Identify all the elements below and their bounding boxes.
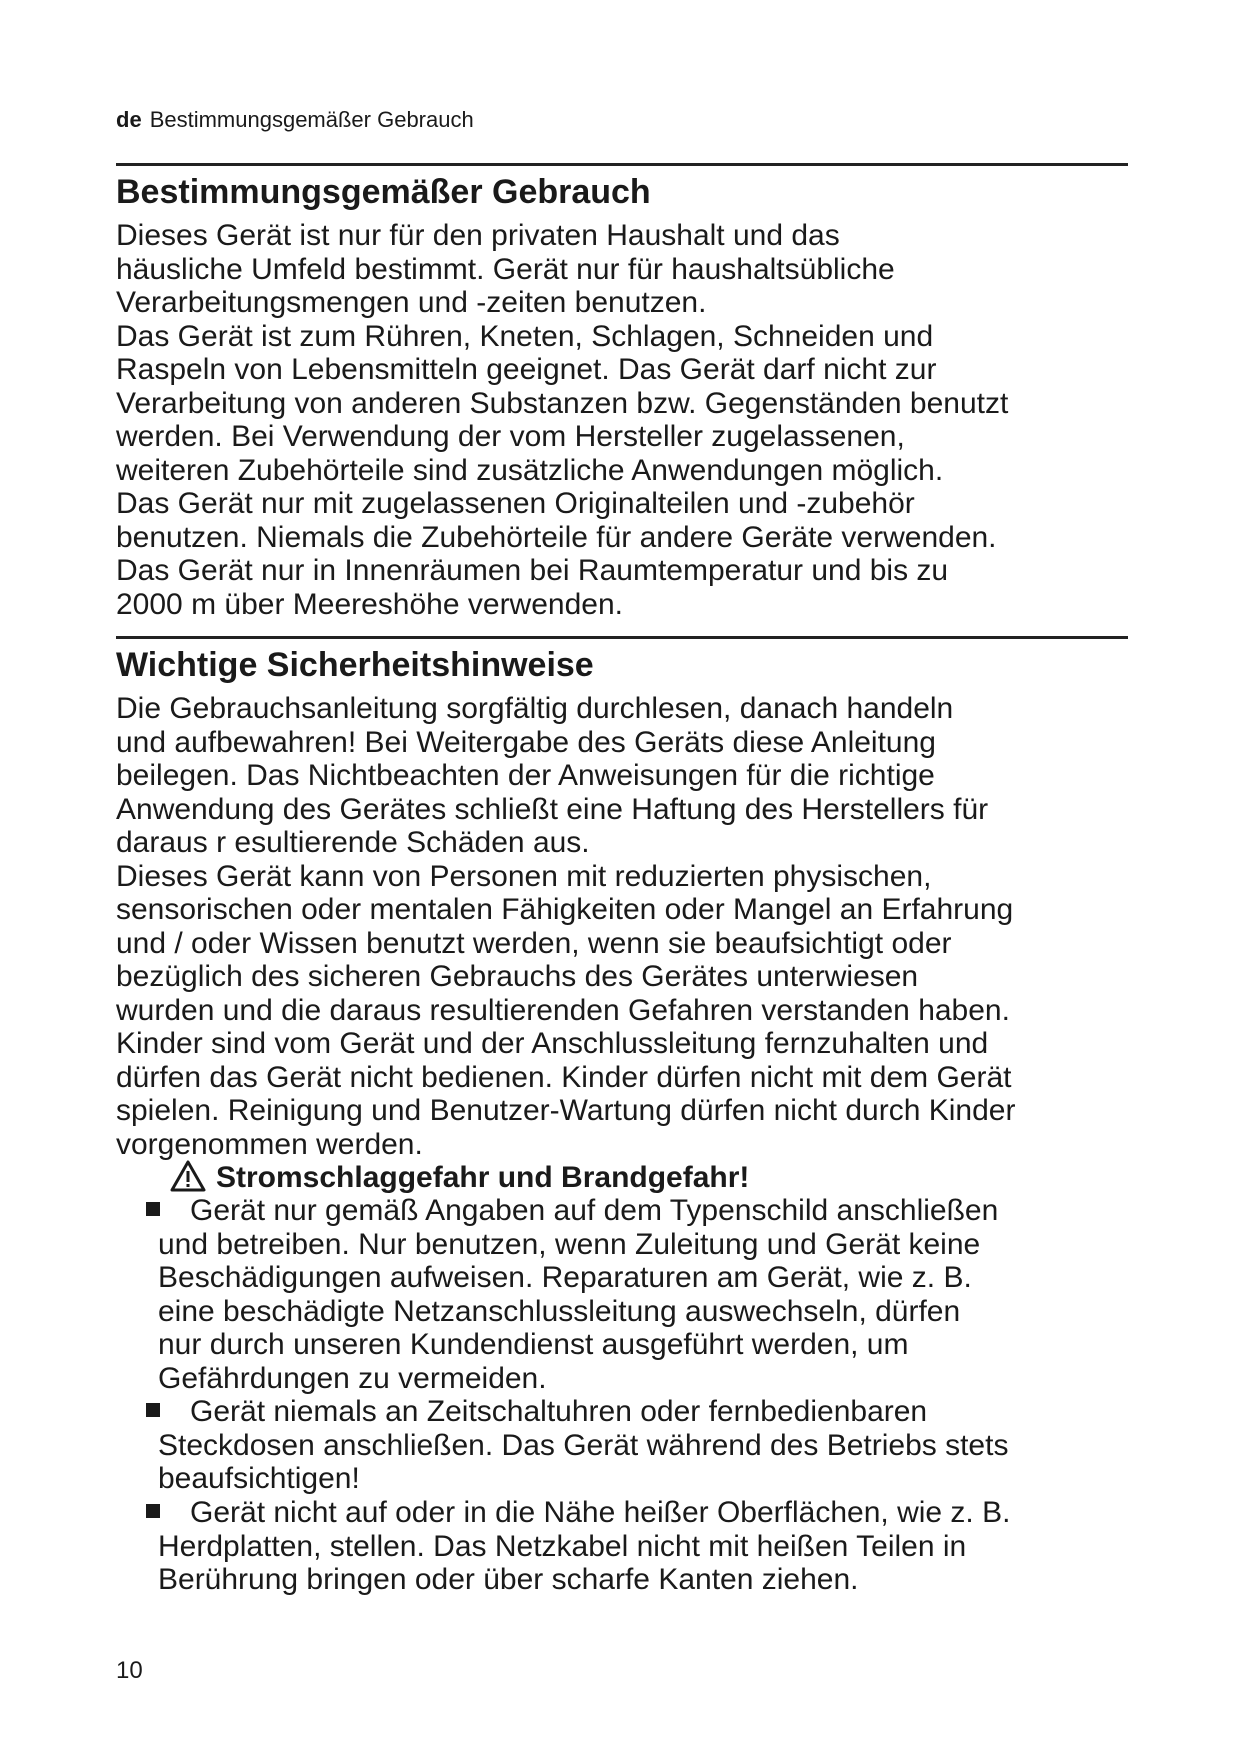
text-line: daraus r esultierende Schäden aus. xyxy=(116,826,590,859)
section-divider xyxy=(116,636,1128,639)
warning-heading xyxy=(170,1160,749,1195)
text-line: benutzen. Niemals die Zubehörteile für andere Geräte verwenden. xyxy=(116,520,997,554)
bullet-line xyxy=(146,1496,1146,1530)
square-bullet-icon xyxy=(146,1504,160,1518)
bullet-line: und betreiben. Nur benutzen, wenn Zuleitung und Gerät keine xyxy=(158,1227,981,1261)
bullet-text: Gerät nur gemäß Angaben auf dem Typenschild anschließen xyxy=(190,1194,999,1227)
page-number: 10 xyxy=(116,1657,143,1684)
text-line: sensorischen oder mentalen Fähigkeiten oder Mangel an Erfahrung xyxy=(116,893,1014,926)
bullet-line: Beschädigungen aufweisen. Reparaturen am Gerät, wie z. B. xyxy=(158,1261,972,1294)
text-line: vorgenommen werden. xyxy=(116,1127,423,1161)
text-line: 2000 m über Meereshöhe verwenden. xyxy=(116,587,623,621)
text-line: Das Gerät nur mit zugelassenen Originalteilen und -zubehör xyxy=(116,487,915,520)
header-title: Bestimmungsgemäßer Gebrauch xyxy=(149,107,474,132)
text-line: Anwendung des Gerätes schließt eine Haftung des Herstellers für xyxy=(116,792,989,826)
section-title-intended-use: Bestimmungsgemäßer Gebrauch xyxy=(116,173,651,211)
bullet-item xyxy=(146,1395,1146,1496)
text-line: bezüglich des sicheren Gebrauchs des Gerätes unterwiesen xyxy=(116,960,919,993)
text-line: beilegen. Das Nichtbeachten der Anweisungen für die richtige xyxy=(116,759,935,792)
bullet-line: nur durch unseren Kundendienst ausgeführt werden, um xyxy=(158,1328,909,1361)
section-title-safety: Wichtige Sicherheitshinweise xyxy=(116,646,594,684)
text-line: werden. Bei Verwendung der vom Hersteller zugelassenen, xyxy=(116,420,905,453)
warning-title: Stromschlaggefahr und Brandgefahr! xyxy=(216,1161,750,1194)
text-line: wurden und die daraus resultierenden Gefahren verstanden haben. xyxy=(116,993,1010,1027)
text-line: und / oder Wissen benutzt werden, wenn sie beaufsichtigt oder xyxy=(116,926,952,960)
language-code: de xyxy=(116,107,142,132)
text-line: spielen. Reinigung und Benutzer-Wartung dürfen nicht durch Kinder xyxy=(116,1094,1016,1127)
text-line: weiteren Zubehörteile sind zusätzliche Anwendungen möglich. xyxy=(116,453,944,487)
bullet-text: Gerät nicht auf oder in die Nähe heißer Oberflächen, wie z. B. xyxy=(190,1496,1011,1529)
running-header xyxy=(116,106,474,134)
bullet-item xyxy=(146,1496,1146,1597)
text-line: Das Gerät nur in Innenräumen bei Raumtemperatur und bis zu xyxy=(116,554,949,587)
bullet-text: Gerät niemals an Zeitschaltuhren oder fernbedienbaren xyxy=(190,1395,928,1428)
text-line: Die Gebrauchsanleitung sorgfältig durchlesen, danach handeln xyxy=(116,692,954,725)
safety-body xyxy=(116,692,1146,1161)
bullet-line xyxy=(146,1395,1146,1429)
text-line: Kinder sind vom Gerät und der Anschlussleitung fernzuhalten und xyxy=(116,1027,989,1060)
bullet-line: Berührung bringen oder über scharfe Kanten ziehen. xyxy=(158,1563,859,1596)
text-line: Verarbeitungsmengen und -zeiten benutzen. xyxy=(116,286,707,319)
bullet-line: Herdplatten, stellen. Das Netzkabel nicht mit heißen Teilen in xyxy=(158,1529,967,1563)
bullet-line: Gefährdungen zu vermeiden. xyxy=(158,1361,547,1395)
bullet-item xyxy=(146,1194,1146,1395)
text-line: häusliche Umfeld bestimmt. Gerät nur für haushaltsübliche xyxy=(116,252,895,286)
square-bullet-icon xyxy=(146,1403,160,1417)
intended-use-body xyxy=(116,219,1146,621)
section-divider xyxy=(116,163,1128,166)
text-line: und aufbewahren! Bei Weitergabe des Geräts diese Anleitung xyxy=(116,725,936,759)
bullet-line: Steckdosen anschließen. Das Gerät während des Betriebs stets xyxy=(158,1428,1009,1462)
text-line: Raspeln von Lebensmitteln geeignet. Das Gerät darf nicht zur xyxy=(116,353,937,386)
square-bullet-icon xyxy=(146,1202,160,1216)
text-line: dürfen das Gerät nicht bedienen. Kinder dürfen nicht mit dem Gerät xyxy=(116,1060,1012,1094)
text-line: Das Gerät ist zum Rühren, Kneten, Schlagen, Schneiden und xyxy=(116,319,934,353)
bullet-line xyxy=(146,1194,1146,1228)
text-line: Verarbeitung von anderen Substanzen bzw. Gegenständen benutzt xyxy=(116,386,1009,420)
text-line: Dieses Gerät kann von Personen mit reduzierten physischen, xyxy=(116,859,932,893)
bullet-line: beaufsichtigen! xyxy=(158,1462,360,1495)
warning-triangle-icon xyxy=(170,1160,206,1192)
bullet-line: eine beschädigte Netzanschlussleitung auswechseln, dürfen xyxy=(158,1294,961,1328)
text-line: Dieses Gerät ist nur für den privaten Haushalt und das xyxy=(116,219,840,252)
